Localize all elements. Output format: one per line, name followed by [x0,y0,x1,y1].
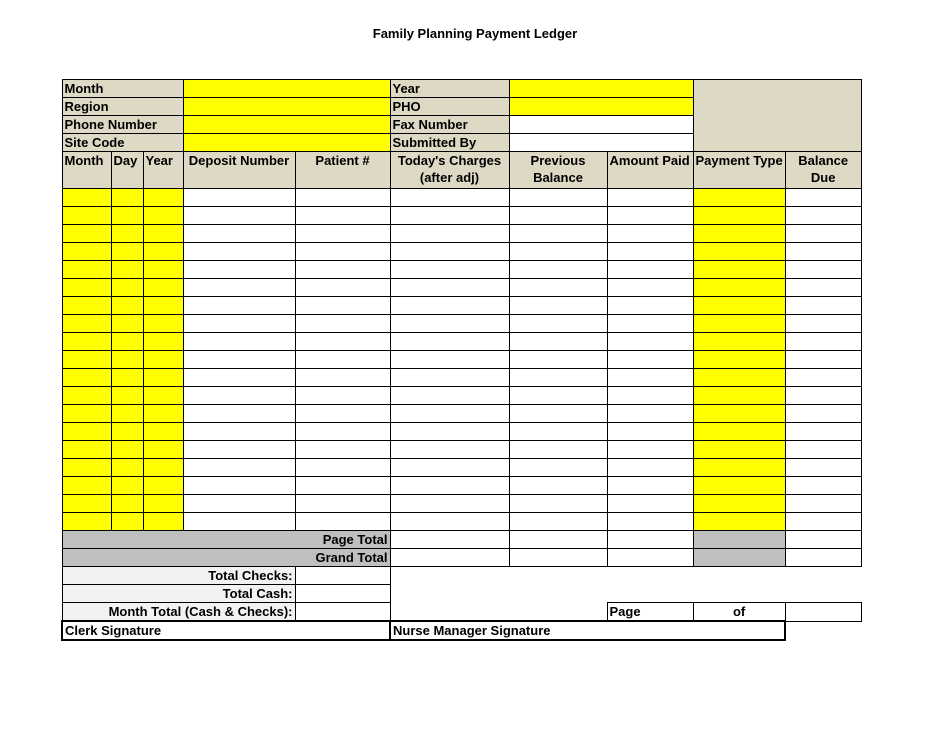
signature-row [62,621,861,640]
entry-deposit-cell[interactable] [183,315,295,333]
col-amount-paid: Amount Paid [607,152,693,189]
entry-deposit-cell[interactable] [183,189,295,207]
entry-month-cell[interactable] [62,297,111,315]
page-total-row [62,531,861,549]
grand-total-type [693,549,785,567]
total-cash-label: Total Cash: [62,585,295,603]
entry-day-cell[interactable] [111,351,143,369]
entry-patient-cell[interactable] [295,297,390,315]
entry-charges-cell[interactable] [390,315,509,333]
entry-patient-cell[interactable] [295,315,390,333]
blank-area [390,567,861,585]
entry-payment-type-cell[interactable] [693,333,785,351]
entry-deposit-cell[interactable] [183,207,295,225]
entry-row [62,297,861,315]
entry-month-cell[interactable] [62,369,111,387]
entry-year-cell[interactable] [143,369,183,387]
entry-row [62,207,861,225]
entry-month-cell[interactable] [62,333,111,351]
entry-month-cell[interactable] [62,225,111,243]
col-previous-line1: Previous [530,153,586,168]
entry-day-cell[interactable] [111,423,143,441]
blank-area-3 [390,603,607,622]
entry-patient-cell[interactable] [295,333,390,351]
entry-paid-cell[interactable] [607,279,693,297]
entry-year-cell[interactable] [143,423,183,441]
entry-charges-cell[interactable] [390,261,509,279]
page-total-previous[interactable] [509,531,607,549]
entry-payment-type-cell[interactable] [693,243,785,261]
entry-paid-cell[interactable] [607,297,693,315]
entry-day-cell[interactable] [111,261,143,279]
entry-row [62,225,861,243]
entry-day-cell[interactable] [111,495,143,513]
entry-day-cell[interactable] [111,315,143,333]
entry-month-cell[interactable] [62,423,111,441]
col-payment-type: Payment Type [693,152,785,189]
entry-balance-cell[interactable] [785,459,861,477]
entry-previous-cell[interactable] [509,405,607,423]
entry-row [62,315,861,333]
entry-year-cell[interactable] [143,261,183,279]
entry-previous-cell[interactable] [509,441,607,459]
entry-paid-cell[interactable] [607,315,693,333]
entry-deposit-cell[interactable] [183,225,295,243]
entry-paid-cell[interactable] [607,243,693,261]
phone-input[interactable] [183,116,390,134]
month-label: Month [62,80,183,98]
entry-deposit-cell[interactable] [183,441,295,459]
region-input[interactable] [183,98,390,116]
entry-balance-cell[interactable] [785,225,861,243]
month-total-row [62,603,861,622]
entry-month-cell[interactable] [62,189,111,207]
col-deposit: Deposit Number [183,152,295,189]
submitted-label: Submitted By [390,134,509,152]
col-patient: Patient # [295,152,390,189]
entry-charges-cell[interactable] [390,387,509,405]
entry-deposit-cell[interactable] [183,405,295,423]
entry-balance-cell[interactable] [785,477,861,495]
entry-year-cell[interactable] [143,297,183,315]
entry-day-cell[interactable] [111,207,143,225]
entry-day-cell[interactable] [111,387,143,405]
entry-charges-cell[interactable] [390,279,509,297]
fax-input[interactable] [509,116,693,134]
entry-row [62,369,861,387]
entry-year-cell[interactable] [143,351,183,369]
entry-balance-cell[interactable] [785,261,861,279]
col-charges-line2: (after adj) [419,170,480,185]
page-total-label: Page Total [62,531,390,549]
entry-month-cell[interactable] [62,315,111,333]
entry-year-cell[interactable] [143,207,183,225]
entry-day-cell[interactable] [111,459,143,477]
entry-balance-cell[interactable] [785,405,861,423]
entry-balance-cell[interactable] [785,441,861,459]
entry-month-cell[interactable] [62,495,111,513]
grand-total-row [62,549,861,567]
entry-day-cell[interactable] [111,243,143,261]
entry-balance-cell[interactable] [785,315,861,333]
entry-patient-cell[interactable] [295,405,390,423]
col-charges [390,152,509,189]
entry-paid-cell[interactable] [607,423,693,441]
entry-previous-cell[interactable] [509,261,607,279]
entry-month-cell[interactable] [62,441,111,459]
entry-patient-cell[interactable] [295,477,390,495]
col-previous [509,152,607,189]
col-month: Month [62,152,111,189]
entry-charges-cell[interactable] [390,405,509,423]
entry-deposit-cell[interactable] [183,351,295,369]
entry-charges-cell[interactable] [390,243,509,261]
site-label: Site Code [62,134,183,152]
entry-row [62,423,861,441]
entry-payment-type-cell[interactable] [693,513,785,531]
phone-label: Phone Number [62,116,183,134]
entry-day-cell[interactable] [111,513,143,531]
entry-deposit-cell[interactable] [183,369,295,387]
entry-payment-type-cell[interactable] [693,495,785,513]
entry-deposit-cell[interactable] [183,477,295,495]
entry-previous-cell[interactable] [509,477,607,495]
entry-balance-cell[interactable] [785,513,861,531]
grand-total-paid[interactable] [607,549,693,567]
of-label: of [693,603,785,622]
entry-deposit-cell[interactable] [183,387,295,405]
col-previous-line2: Balance [533,170,583,185]
entry-row [62,459,861,477]
clerk-signature[interactable]: Clerk Signature [62,621,390,640]
entry-balance-cell[interactable] [785,369,861,387]
entry-payment-type-cell[interactable] [693,279,785,297]
entry-row [62,513,861,531]
entry-row [62,279,861,297]
entry-month-cell[interactable] [62,261,111,279]
fax-label: Fax Number [390,116,509,134]
entry-charges-cell[interactable] [390,297,509,315]
entry-previous-cell[interactable] [509,189,607,207]
info-row-month [62,80,861,98]
entry-year-cell[interactable] [143,405,183,423]
entry-patient-cell[interactable] [295,351,390,369]
entry-previous-cell[interactable] [509,315,607,333]
blank-area-2 [390,585,861,603]
entry-month-cell[interactable] [62,351,111,369]
entry-row [62,261,861,279]
entry-year-cell[interactable] [143,279,183,297]
col-balance-line2: Due [810,170,836,185]
entry-balance-cell[interactable] [785,189,861,207]
entry-patient-cell[interactable] [295,243,390,261]
entry-year-cell[interactable] [143,459,183,477]
entry-charges-cell[interactable] [390,207,509,225]
region-label: Region [62,98,183,116]
entry-previous-cell[interactable] [509,297,607,315]
year-label: Year [390,80,509,98]
entry-previous-cell[interactable] [509,369,607,387]
page-total-charges[interactable] [390,531,509,549]
entry-deposit-cell[interactable] [183,243,295,261]
entry-deposit-cell[interactable] [183,333,295,351]
col-day: Day [111,152,143,189]
entry-deposit-cell[interactable] [183,261,295,279]
entry-patient-cell[interactable] [295,279,390,297]
entry-charges-cell[interactable] [390,441,509,459]
entry-patient-cell[interactable] [295,261,390,279]
entry-charges-cell[interactable] [390,459,509,477]
total-checks-input[interactable] [295,567,390,585]
entry-previous-cell[interactable] [509,423,607,441]
entry-patient-cell[interactable] [295,441,390,459]
grand-total-balance[interactable] [785,549,861,567]
entry-paid-cell[interactable] [607,225,693,243]
entry-previous-cell[interactable] [509,243,607,261]
entry-charges-cell[interactable] [390,189,509,207]
entry-deposit-cell[interactable] [183,495,295,513]
entry-deposit-cell[interactable] [183,513,295,531]
grand-total-label: Grand Total [62,549,390,567]
entry-year-cell[interactable] [143,189,183,207]
entry-charges-cell[interactable] [390,333,509,351]
entry-patient-cell[interactable] [295,495,390,513]
entry-charges-cell[interactable] [390,225,509,243]
total-checks-label: Total Checks: [62,567,295,585]
entry-paid-cell[interactable] [607,369,693,387]
column-header-row [62,152,861,189]
entry-paid-cell[interactable] [607,189,693,207]
entry-payment-type-cell[interactable] [693,459,785,477]
entry-year-cell[interactable] [143,513,183,531]
entry-previous-cell[interactable] [509,333,607,351]
entry-row [62,441,861,459]
entry-paid-cell[interactable] [607,477,693,495]
entry-day-cell[interactable] [111,405,143,423]
entry-payment-type-cell[interactable] [693,297,785,315]
entry-year-cell[interactable] [143,477,183,495]
entry-row [62,333,861,351]
entry-balance-cell[interactable] [785,387,861,405]
entry-year-cell[interactable] [143,495,183,513]
entry-charges-cell[interactable] [390,369,509,387]
entry-year-cell[interactable] [143,387,183,405]
entry-previous-cell[interactable] [509,495,607,513]
entry-day-cell[interactable] [111,225,143,243]
entry-previous-cell[interactable] [509,351,607,369]
entry-day-cell[interactable] [111,477,143,495]
entry-paid-cell[interactable] [607,513,693,531]
entry-payment-type-cell[interactable] [693,423,785,441]
entry-year-cell[interactable] [143,243,183,261]
signature-blank [785,621,861,640]
entry-charges-cell[interactable] [390,495,509,513]
month-total-input[interactable] [295,603,390,622]
entry-year-cell[interactable] [143,315,183,333]
page-total-paid[interactable] [607,531,693,549]
col-balance-line1: Balance [798,153,849,168]
entry-charges-cell[interactable] [390,423,509,441]
entry-month-cell[interactable] [62,279,111,297]
entry-balance-cell[interactable] [785,495,861,513]
entry-month-cell[interactable] [62,459,111,477]
total-cash-input[interactable] [295,585,390,603]
entry-month-cell[interactable] [62,405,111,423]
entry-deposit-cell[interactable] [183,297,295,315]
page-total-balance[interactable] [785,531,861,549]
entry-deposit-cell[interactable] [183,423,295,441]
entry-row [62,189,861,207]
month-total-label: Month Total (Cash & Checks): [62,603,295,622]
entry-paid-cell[interactable] [607,495,693,513]
entry-deposit-cell[interactable] [183,279,295,297]
entry-payment-type-cell[interactable] [693,477,785,495]
header-blank-block [693,80,861,152]
entry-paid-cell[interactable] [607,261,693,279]
entry-payment-type-cell[interactable] [693,351,785,369]
total-cash-row [62,585,861,603]
submitted-input[interactable] [509,134,693,152]
entry-payment-type-cell[interactable] [693,189,785,207]
entry-year-cell[interactable] [143,441,183,459]
entry-row [62,243,861,261]
entry-row [62,405,861,423]
entry-month-cell[interactable] [62,477,111,495]
entry-patient-cell[interactable] [295,189,390,207]
entry-paid-cell[interactable] [607,333,693,351]
entry-previous-cell[interactable] [509,279,607,297]
page-count-input[interactable] [785,603,861,622]
entry-payment-type-cell[interactable] [693,261,785,279]
entry-day-cell[interactable] [111,279,143,297]
entry-payment-type-cell[interactable] [693,369,785,387]
pho-label: PHO [390,98,509,116]
entry-patient-cell[interactable] [295,459,390,477]
month-input[interactable] [183,80,390,98]
entry-row [62,477,861,495]
entry-month-cell[interactable] [62,387,111,405]
entry-paid-cell[interactable] [607,207,693,225]
entry-patient-cell[interactable] [295,369,390,387]
entry-row [62,351,861,369]
entry-balance-cell[interactable] [785,351,861,369]
entry-paid-cell[interactable] [607,351,693,369]
entry-payment-type-cell[interactable] [693,207,785,225]
entry-patient-cell[interactable] [295,225,390,243]
entry-payment-type-cell[interactable] [693,387,785,405]
entry-charges-cell[interactable] [390,351,509,369]
entry-day-cell[interactable] [111,333,143,351]
grand-total-previous[interactable] [509,549,607,567]
entry-month-cell[interactable] [62,513,111,531]
col-year: Year [143,152,183,189]
col-charges-line1: Today's Charges [397,153,502,168]
entry-paid-cell[interactable] [607,405,693,423]
entry-patient-cell[interactable] [295,423,390,441]
entry-previous-cell[interactable] [509,459,607,477]
entry-patient-cell[interactable] [295,207,390,225]
entry-balance-cell[interactable] [785,423,861,441]
nurse-manager-signature[interactable]: Nurse Manager Signature [390,621,785,640]
payment-ledger-table [61,79,862,641]
grand-total-charges[interactable] [390,549,509,567]
entry-balance-cell[interactable] [785,279,861,297]
total-checks-row [62,567,861,585]
entry-year-cell[interactable] [143,225,183,243]
entry-patient-cell[interactable] [295,387,390,405]
site-input[interactable] [183,134,390,152]
entry-balance-cell[interactable] [785,333,861,351]
page-title: Family Planning Payment Ledger [372,26,578,41]
entry-paid-cell[interactable] [607,387,693,405]
entry-day-cell[interactable] [111,369,143,387]
entry-patient-cell[interactable] [295,513,390,531]
page-label: Page [607,603,693,622]
entry-month-cell[interactable] [62,243,111,261]
entry-charges-cell[interactable] [390,513,509,531]
entry-balance-cell[interactable] [785,207,861,225]
entry-day-cell[interactable] [111,189,143,207]
entry-previous-cell[interactable] [509,387,607,405]
entry-charges-cell[interactable] [390,477,509,495]
entry-payment-type-cell[interactable] [693,315,785,333]
pho-input[interactable] [509,98,693,116]
entry-previous-cell[interactable] [509,207,607,225]
entry-previous-cell[interactable] [509,225,607,243]
year-input[interactable] [509,80,693,98]
entry-paid-cell[interactable] [607,441,693,459]
entry-payment-type-cell[interactable] [693,225,785,243]
entry-deposit-cell[interactable] [183,459,295,477]
page-total-type [693,531,785,549]
entry-paid-cell[interactable] [607,459,693,477]
entry-row [62,387,861,405]
entry-row [62,495,861,513]
entry-day-cell[interactable] [111,297,143,315]
entry-balance-cell[interactable] [785,243,861,261]
entry-payment-type-cell[interactable] [693,441,785,459]
entry-payment-type-cell[interactable] [693,405,785,423]
entry-month-cell[interactable] [62,207,111,225]
entry-day-cell[interactable] [111,441,143,459]
entry-previous-cell[interactable] [509,513,607,531]
entry-balance-cell[interactable] [785,297,861,315]
entry-year-cell[interactable] [143,333,183,351]
col-balance [785,152,861,189]
